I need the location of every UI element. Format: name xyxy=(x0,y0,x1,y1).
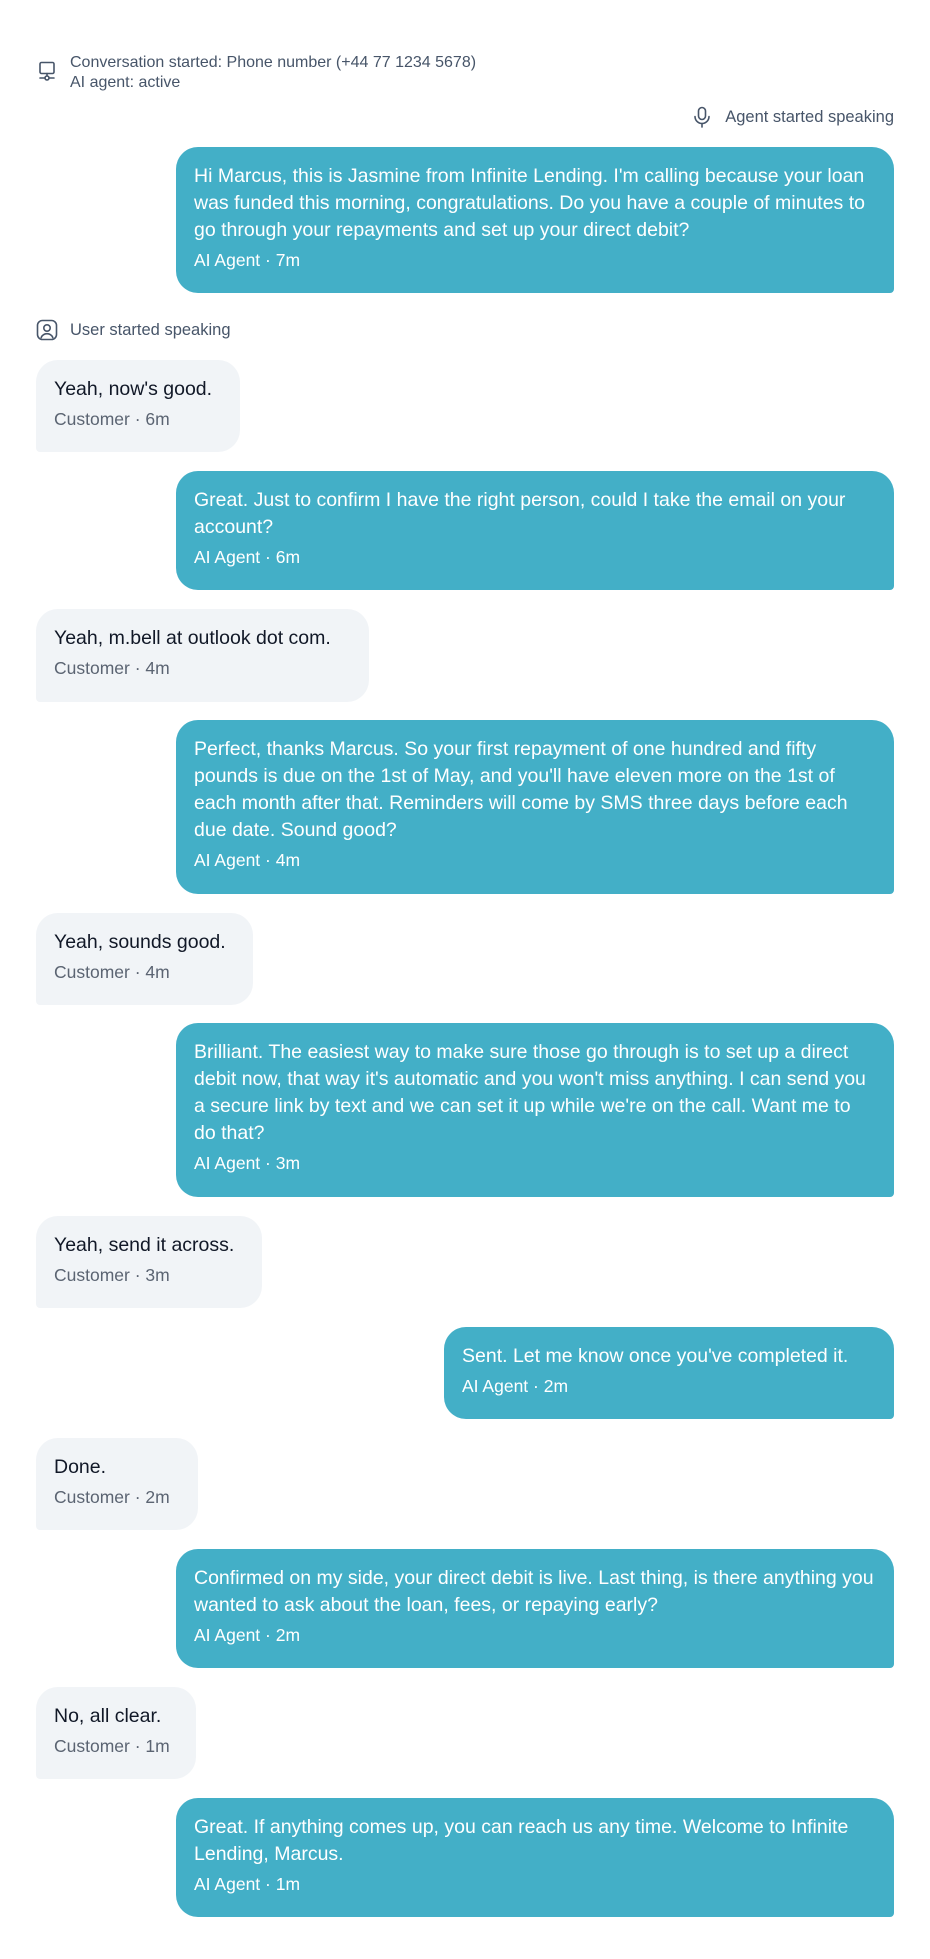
message-text: Great. If anything comes up, you can reach us any time. Welcome to Infinite Lending, Marcus. xyxy=(194,1816,849,1865)
agent-message xyxy=(176,1023,894,1197)
customer-message xyxy=(36,360,240,452)
agent-started-speaking-event xyxy=(691,106,894,128)
message-text: Done. xyxy=(54,1456,107,1478)
message-meta: AI Agent · 2m xyxy=(462,1376,569,1396)
message-meta: Customer · 6m xyxy=(54,409,170,429)
message-meta: Customer · 4m xyxy=(54,658,170,678)
user-circle-icon xyxy=(36,319,58,341)
message-text: Confirmed on my side, your direct debit is live. Last thing, is there anything you wanted to ask about the loan, fees, or repaying early? xyxy=(194,1567,874,1616)
customer-message xyxy=(36,1687,196,1779)
agent-message xyxy=(444,1327,894,1419)
agent-started-speaking-label: Agent started speaking xyxy=(725,107,894,126)
message-meta: AI Agent · 6m xyxy=(194,547,301,567)
monitor-icon xyxy=(36,61,58,83)
message-meta: AI Agent · 7m xyxy=(194,250,301,270)
agent-message xyxy=(176,471,894,590)
agent-message xyxy=(176,720,894,894)
conversation-start-event xyxy=(36,53,476,93)
conversation-start-text xyxy=(70,53,476,93)
user-started-speaking-label: User started speaking xyxy=(70,320,231,339)
message-text: Yeah, send it across. xyxy=(54,1234,235,1256)
user-started-speaking-event xyxy=(36,319,231,341)
message-text: Hi Marcus, this is Jasmine from Infinite Lending. I'm calling because your loan was funded this morning, congratulations. Do you have a couple of minutes to go through your repayments and set up your direct debit? xyxy=(194,165,865,241)
agent-message xyxy=(176,1798,894,1917)
message-meta: Customer · 4m xyxy=(54,962,170,982)
message-meta: Customer · 3m xyxy=(54,1265,170,1285)
message-text: Yeah, now's good. xyxy=(54,378,213,400)
message-text: Yeah, sounds good. xyxy=(54,931,226,953)
message-text: Sent. Let me know once you've completed it. xyxy=(462,1345,849,1367)
conversation-start-line: Conversation started: Phone number (+44 77 1234 5678) xyxy=(70,54,477,71)
message-meta: AI Agent · 4m xyxy=(194,850,301,870)
customer-message xyxy=(36,609,369,702)
message-text: Perfect, thanks Marcus. So your first repayment of one hundred and fifty pounds is due on the 1st of May, and you'll have eleven more on the 1st of each month after that. Reminders will come by SMS three days before each due date. Sound good? xyxy=(194,738,848,841)
customer-message xyxy=(36,913,253,1005)
message-meta: AI Agent · 1m xyxy=(194,1874,301,1894)
customer-message xyxy=(36,1216,262,1308)
message-meta: Customer · 1m xyxy=(54,1736,170,1756)
message-meta: AI Agent · 2m xyxy=(194,1625,301,1645)
message-text: Brilliant. The easiest way to make sure those go through is to set up a direct debit now, that way it's automatic and you won't miss anything. I can send you a secure link by text and we can set it up while we're on the call. Want me to do that? xyxy=(194,1041,866,1144)
message-text: Great. Just to confirm I have the right person, could I take the email on your account? xyxy=(194,489,846,538)
customer-message xyxy=(36,1438,198,1530)
message-meta: Customer · 2m xyxy=(54,1487,170,1507)
message-text: Yeah, m.bell at outlook dot com. xyxy=(54,627,331,649)
agent-message xyxy=(176,1549,894,1668)
agent-message xyxy=(176,147,894,293)
microphone-icon xyxy=(691,106,713,128)
message-text: No, all clear. xyxy=(54,1705,162,1727)
agent-status-line: AI agent: active xyxy=(70,74,181,91)
message-meta: AI Agent · 3m xyxy=(194,1153,301,1173)
